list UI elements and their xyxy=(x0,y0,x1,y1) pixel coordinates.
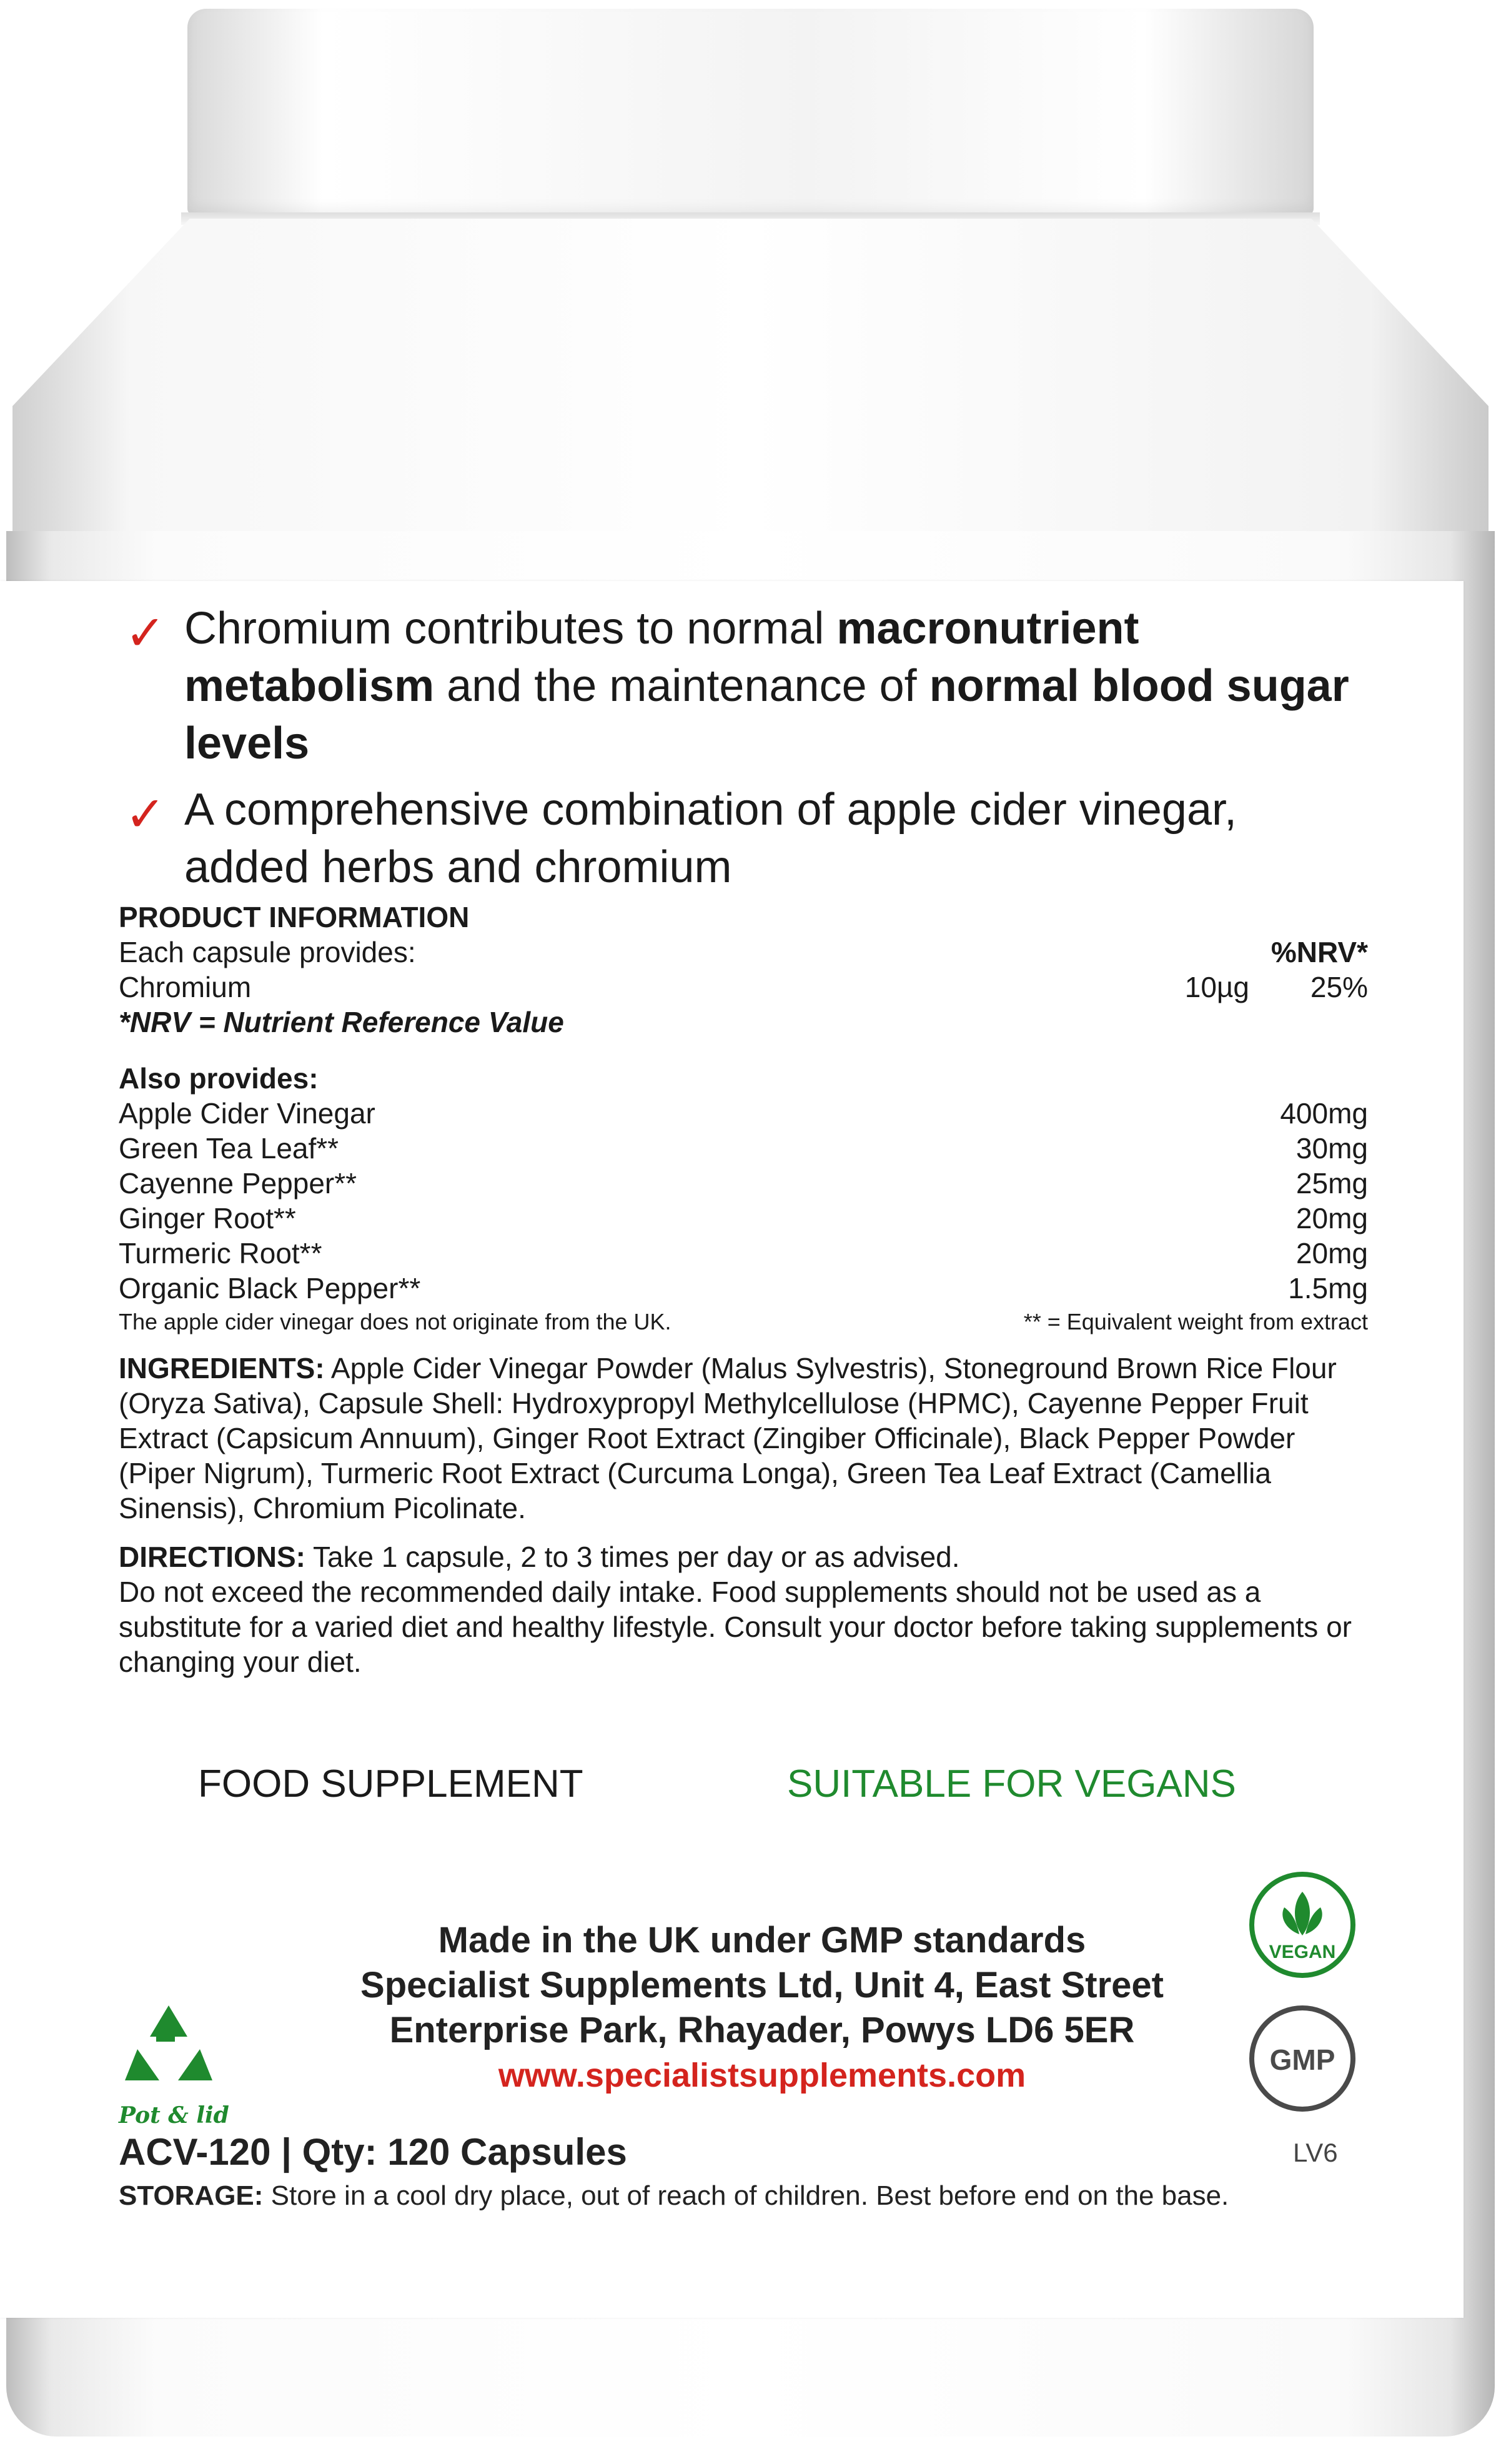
equiv-note: ** = Equivalent weight from extract xyxy=(1023,1309,1368,1334)
website-link[interactable]: www.specialistsupplements.com xyxy=(498,2057,1026,2094)
suitable-for-vegans-text: SUITABLE FOR VEGANS xyxy=(787,1762,1236,1806)
also-row: Cayenne Pepper** 25mg xyxy=(119,1167,1368,1200)
manufacturer-info: Made in the UK under GMP standards Specialist Supplements Ltd, Unit 4, East Street Enterprise Park, Rhayader, Powys LD6 5ER www.specialistsupplements.com xyxy=(356,1918,1168,2098)
also-row: Organic Black Pepper** 1.5mg xyxy=(119,1272,1368,1304)
also-row: Apple Cider Vinegar 400mg xyxy=(119,1097,1368,1130)
nrv-header: %NRV* xyxy=(1271,936,1368,968)
vegan-badge xyxy=(1249,1872,1355,1978)
recycle-label: Pot & lid xyxy=(119,2102,229,2129)
product-information xyxy=(119,900,1368,1679)
origin-note: The apple cider vinegar does not originate from the UK. xyxy=(119,1309,671,1334)
recycle-icon xyxy=(112,1993,225,2099)
directions-warning: Do not exceed the recommended daily intake. Food supplements should not be used as a substitute for a varied diet and healthy lifestyle. Consult your doctor before taking supplements or changing your diet. xyxy=(119,1576,1352,1678)
recycle-logo xyxy=(112,1993,237,2130)
product-label xyxy=(0,581,1464,2318)
also-row: Turmeric Root** 20mg xyxy=(119,1237,1368,1269)
footnotes xyxy=(119,1308,1368,1336)
vegan-badge-label: VEGAN xyxy=(1269,1942,1336,1962)
also-provides-heading: Also provides: xyxy=(119,1062,319,1095)
claim-2: ✓ A comprehensive combination of apple cider vinegar, added herbs and chromium xyxy=(125,785,1237,892)
ingredients: INGREDIENTS: Apple Cider Vinegar Powder (Malus Sylvestris), Stoneground Brown Rice Flour (Oryza Sativa), Capsule Shell: Hydroxypropyl Methylcellulose (HPMC), Cayenne Pepper Fruit Extract (Capsicum Annuum), Ginger Root Extract (Zingiber Officinale), Black Pepper Powder (Piper Nigrum), Turmeric Root Extract (Curcuma Longa), Green Tea Leaf Extract (Camellia Sinensis), Chromium Picolinate. xyxy=(119,1352,1337,1524)
lot-code: LV6 xyxy=(1293,2138,1338,2167)
vegan-leaf-icon xyxy=(1254,1879,1350,1948)
check-icon: ✓ xyxy=(125,605,166,662)
food-supplement-text: FOOD SUPPLEMENT xyxy=(198,1762,583,1806)
gmp-badge xyxy=(1249,2005,1355,2112)
sku-quantity: ACV-120 | Qty: 120 Capsules xyxy=(119,2131,627,2173)
nrv-note: *NRV = Nutrient Reference Value xyxy=(119,1006,564,1038)
claim-1: ✓ Chromium contributes to normal macronutrient metabolism and the maintenance of normal blood sugar levels xyxy=(125,604,1349,768)
also-row: Ginger Root** 20mg xyxy=(119,1202,1368,1234)
chromium-row: Chromium 10µg 25% xyxy=(119,971,1368,1003)
storage-info: STORAGE: Store in a cool dry place, out of reach of children. Best before end on the base. xyxy=(119,2180,1229,2211)
also-row: Green Tea Leaf** 30mg xyxy=(119,1132,1368,1165)
gmp-seal-icon: GMP xyxy=(1269,2044,1335,2076)
product-info-heading: PRODUCT INFORMATION xyxy=(119,901,470,933)
bottle-cap xyxy=(187,9,1314,215)
claims-list xyxy=(119,600,1362,905)
directions: DIRECTIONS: Take 1 capsule, 2 to 3 times per day or as advised. Do not exceed the recommended daily intake. Food supplements should not be used as a substitute for a varied diet and healthy lifestyle. Consult your doctor before taking supplements or changing your diet. xyxy=(119,1541,1352,1678)
check-icon: ✓ xyxy=(125,787,166,843)
each-capsule-row: Each capsule provides: %NRV* xyxy=(119,936,1368,968)
